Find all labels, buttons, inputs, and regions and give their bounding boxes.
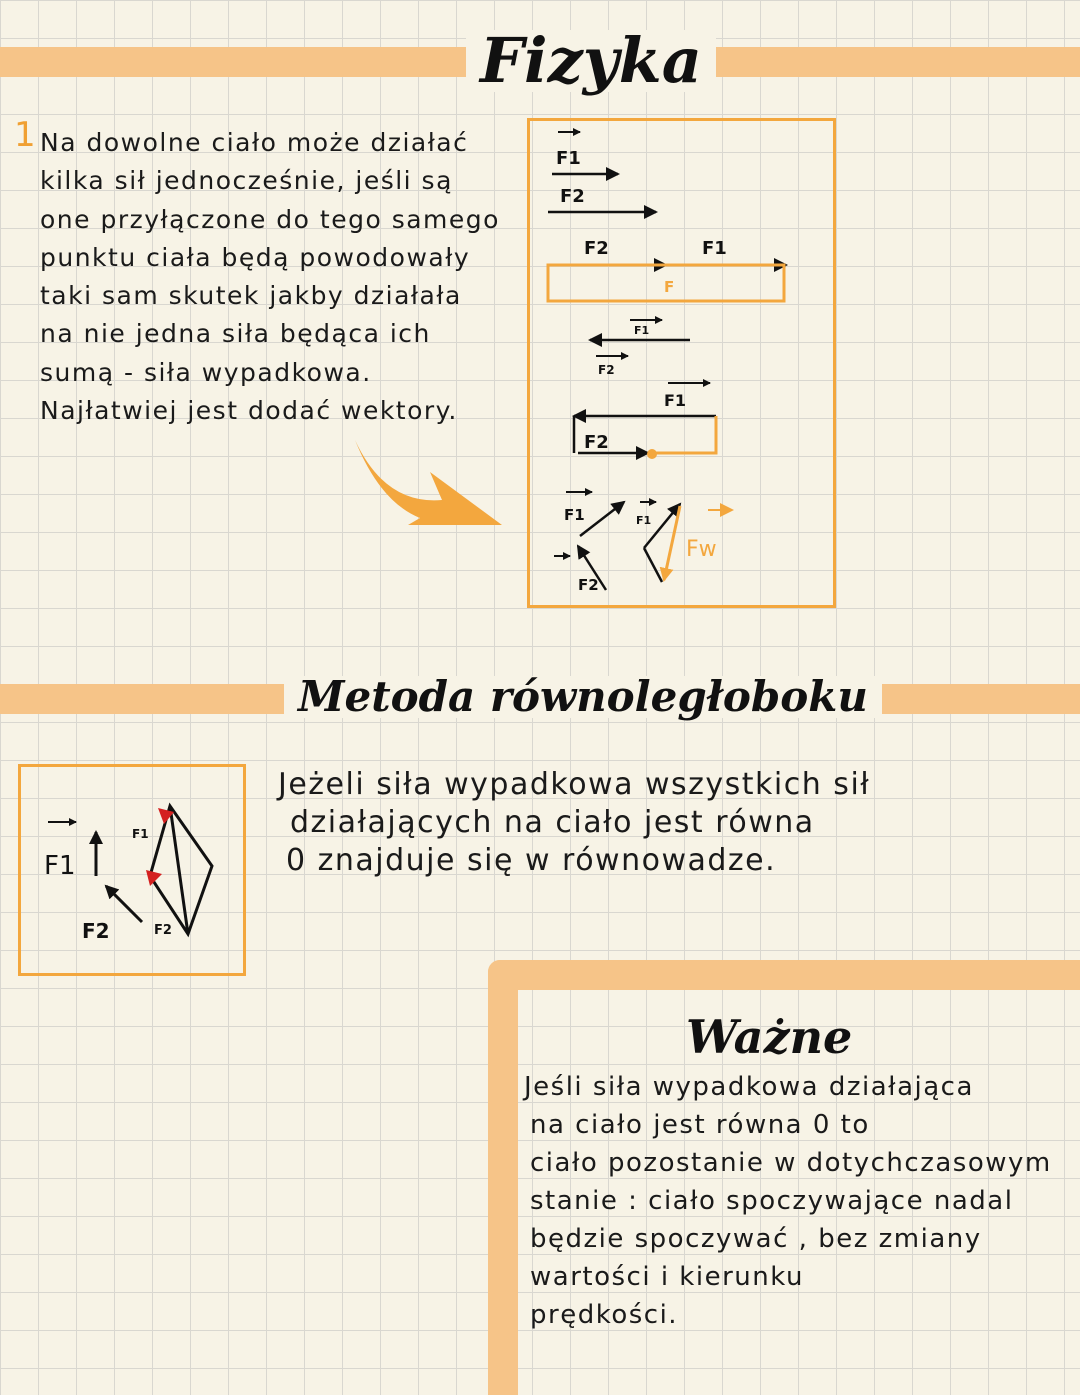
text-line: na ciało jest równa 0 to xyxy=(530,1110,870,1140)
text-line: sumą - siła wypadkowa. xyxy=(40,357,372,387)
label-f-resultant: F xyxy=(664,278,675,296)
page-title: Fizyka xyxy=(466,30,716,92)
label-fw: Fw xyxy=(686,537,717,562)
text-line: taki sam skutek jakby działała xyxy=(40,281,462,311)
text-line: kilka sił jednocześnie, jeśli są xyxy=(40,166,453,196)
label-f1: F1 xyxy=(636,514,652,527)
text-line: wartości i kierunku xyxy=(530,1262,804,1292)
label-f2: F2 xyxy=(584,238,609,259)
label-f2: F2 xyxy=(560,186,585,207)
important-paragraph xyxy=(524,1068,1052,1334)
text-line: na nie jedna siła będąca ich xyxy=(40,319,431,349)
label-f1: F1 xyxy=(664,391,687,410)
text-line: działających na ciało jest równa xyxy=(290,805,815,840)
text-line: ciało pozostanie w dotychczasowym xyxy=(530,1148,1052,1178)
label-f1: F1 xyxy=(634,324,650,337)
label-f1: F1 xyxy=(556,148,581,169)
point-number: 1 xyxy=(14,115,36,155)
text-line: 0 znajduje się w równowadze. xyxy=(286,843,777,878)
label-f1: F1 xyxy=(44,851,76,881)
label-f2: F2 xyxy=(154,923,172,938)
text-line: one przyłączone do tego samego xyxy=(40,204,500,234)
text-line: stanie : ciało spoczywające nadal xyxy=(530,1186,1014,1216)
text-line: Na dowolne ciało może działać xyxy=(40,128,469,157)
label-f2: F2 xyxy=(598,363,615,377)
important-title: Ważne xyxy=(686,1010,853,1064)
text-line: punktu ciała będą powodowały xyxy=(40,242,471,272)
text-line: Najłatwiej jest dodać wektory. xyxy=(40,396,458,426)
text-line: będzie spoczywać , bez zmiany xyxy=(530,1224,982,1254)
label-f2: F2 xyxy=(82,919,110,943)
label-f1: F1 xyxy=(564,506,585,524)
text-line: Jeśli siła wypadkowa działająca xyxy=(524,1072,974,1102)
text-line: Jeżeli siła wypadkowa wszystkich sił xyxy=(278,767,871,802)
label-f2: F2 xyxy=(578,576,599,594)
text-line: prędkości. xyxy=(530,1300,679,1330)
equilibrium-paragraph xyxy=(278,766,870,880)
section-title-parallelogram: Metoda równoległoboku xyxy=(284,676,882,718)
label-f1: F1 xyxy=(132,827,149,841)
label-f1: F1 xyxy=(702,238,727,259)
label-f2: F2 xyxy=(584,432,609,453)
